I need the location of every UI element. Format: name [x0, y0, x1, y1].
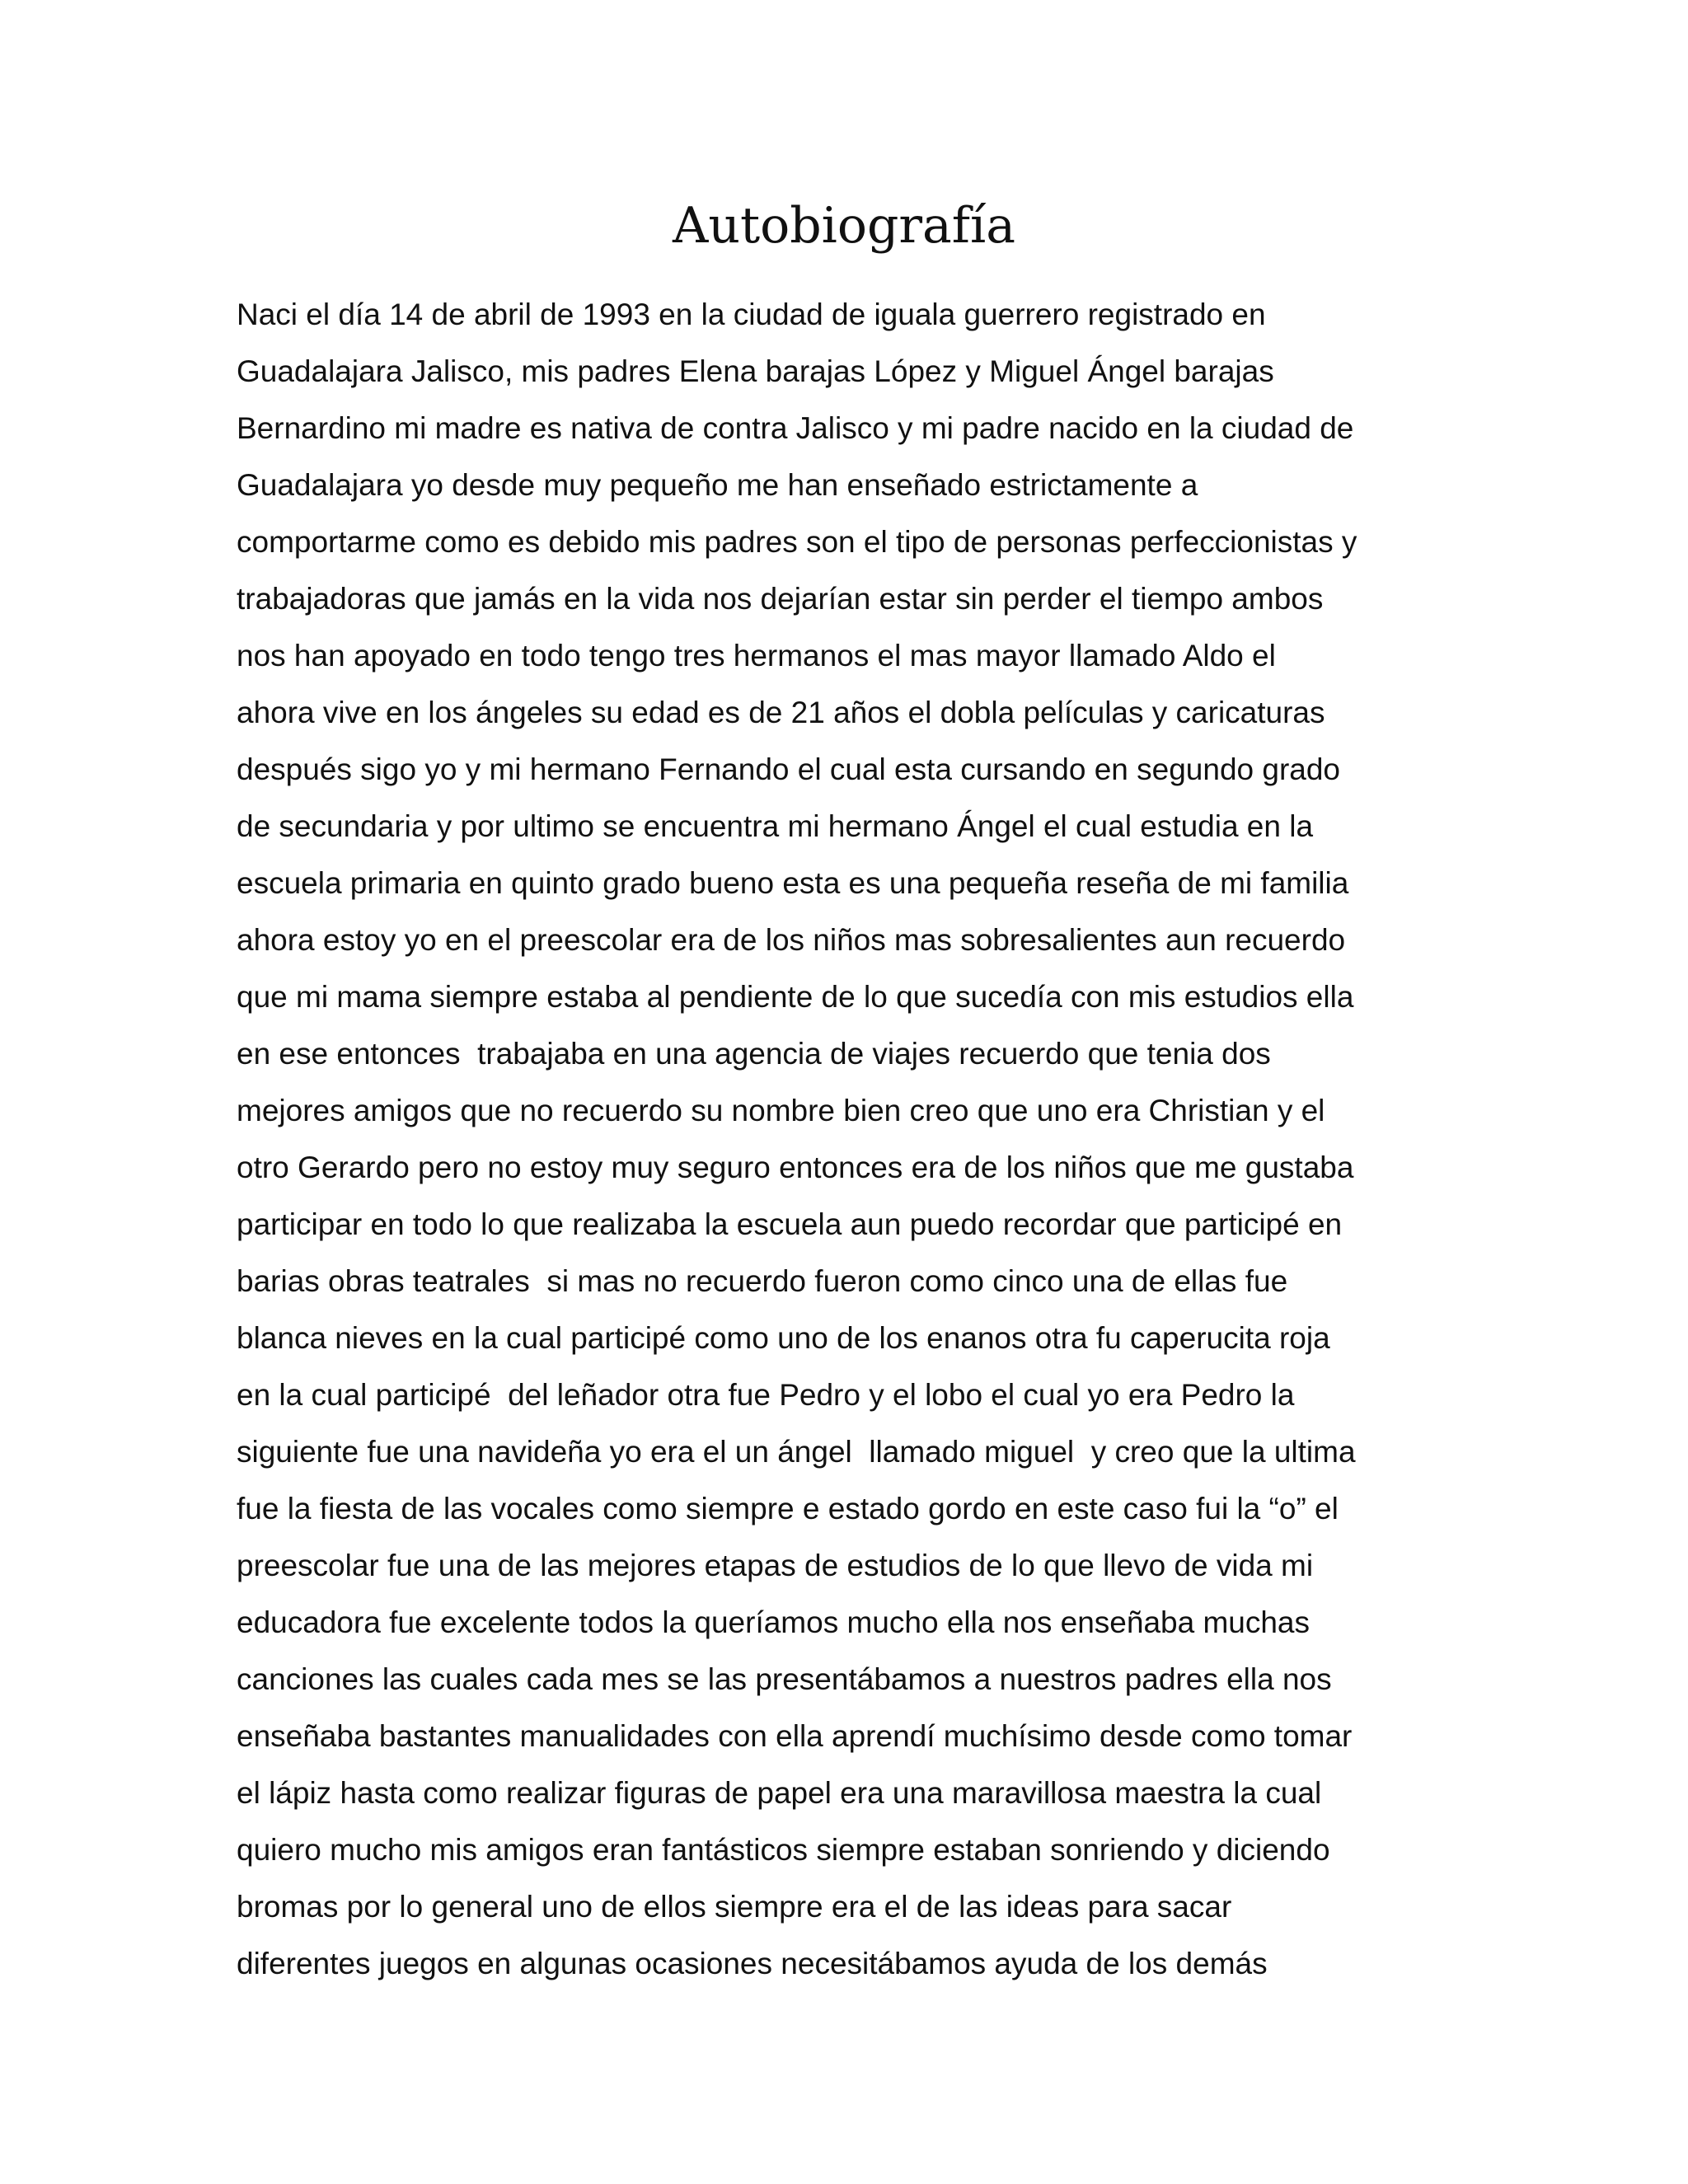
body-text	[237, 286, 1456, 1992]
text-line: nos han apoyado en todo tengo tres hermanos el mas mayor llamado Aldo el	[237, 639, 1276, 673]
text-line: blanca nieves en la cual participé como uno de los enanos otra fu caperucita roja	[237, 1321, 1330, 1355]
text-line: siguiente fue una navideña yo era el un ángel llamado miguel y creo que la ultima	[237, 1435, 1356, 1469]
text-line: en ese entonces trabajaba en una agencia de viajes recuerdo que tenia dos	[237, 1037, 1271, 1071]
text-line: fue la fiesta de las vocales como siempre e estado gordo en este caso fui la “o” el	[237, 1492, 1339, 1526]
text-line: trabajadoras que jamás en la vida nos dejarían estar sin perder el tiempo ambos	[237, 582, 1324, 616]
text-line: barias obras teatrales si mas no recuerdo fueron como cinco una de ellas fue	[237, 1264, 1288, 1298]
text-line: diferentes juegos en algunas ocasiones necesitábamos ayuda de los demás	[237, 1947, 1268, 1980]
text-line: preescolar fue una de las mejores etapas de estudios de lo que llevo de vida mi	[237, 1549, 1314, 1582]
text-line: participar en todo lo que realizaba la escuela aun puedo recordar que participé en	[237, 1207, 1343, 1241]
text-line: Naci el día 14 de abril de 1993 en la ciudad de iguala guerrero registrado en	[237, 298, 1266, 331]
text-line: canciones las cuales cada mes se las presentábamos a nuestros padres ella nos	[237, 1662, 1332, 1696]
text-line: mejores amigos que no recuerdo su nombre bien creo que uno era Christian y el	[237, 1094, 1325, 1127]
text-line: bromas por lo general uno de ellos siempre era el de las ideas para sacar	[237, 1890, 1232, 1924]
text-line: educadora fue excelente todos la queríamos mucho ella nos enseñaba muchas	[237, 1605, 1311, 1639]
text-line: de secundaria y por ultimo se encuentra mi hermano Ángel el cual estudia en la	[237, 809, 1314, 843]
text-line: comportarme como es debido mis padres son el tipo de personas perfeccionistas y	[237, 525, 1357, 559]
text-line: enseñaba bastantes manualidades con ella aprendí muchísimo desde como tomar	[237, 1719, 1353, 1753]
text-line: escuela primaria en quinto grado bueno esta es una pequeña reseña de mi familia	[237, 866, 1349, 900]
text-line: que mi mama siempre estaba al pendiente de lo que sucedía con mis estudios ella	[237, 980, 1354, 1014]
document-title: Autobiografía	[673, 197, 1015, 255]
text-line: quiero mucho mis amigos eran fantásticos siempre estaban sonriendo y diciendo	[237, 1833, 1330, 1867]
text-line: en la cual participé del leñador otra fue Pedro y el lobo el cual yo era Pedro la	[237, 1378, 1295, 1412]
text-line: ahora estoy yo en el preescolar era de los niños mas sobresalientes aun recuerdo	[237, 923, 1346, 957]
text-line: el lápiz hasta como realizar figuras de papel era una maravillosa maestra la cual	[237, 1776, 1322, 1810]
text-line: otro Gerardo pero no estoy muy seguro entonces era de los niños que me gustaba	[237, 1151, 1354, 1184]
text-line: Guadalajara Jalisco, mis padres Elena barajas López y Miguel Ángel barajas	[237, 354, 1274, 388]
text-line: Guadalajara yo desde muy pequeño me han enseñado estrictamente a	[237, 468, 1198, 502]
text-line: ahora vive en los ángeles su edad es de 21 años el dobla películas y caricaturas	[237, 696, 1325, 729]
text-line: Bernardino mi madre es nativa de contra Jalisco y mi padre nacido en la ciudad de	[237, 411, 1354, 445]
text-line: después sigo yo y mi hermano Fernando el cual esta cursando en segundo grado	[237, 752, 1341, 786]
